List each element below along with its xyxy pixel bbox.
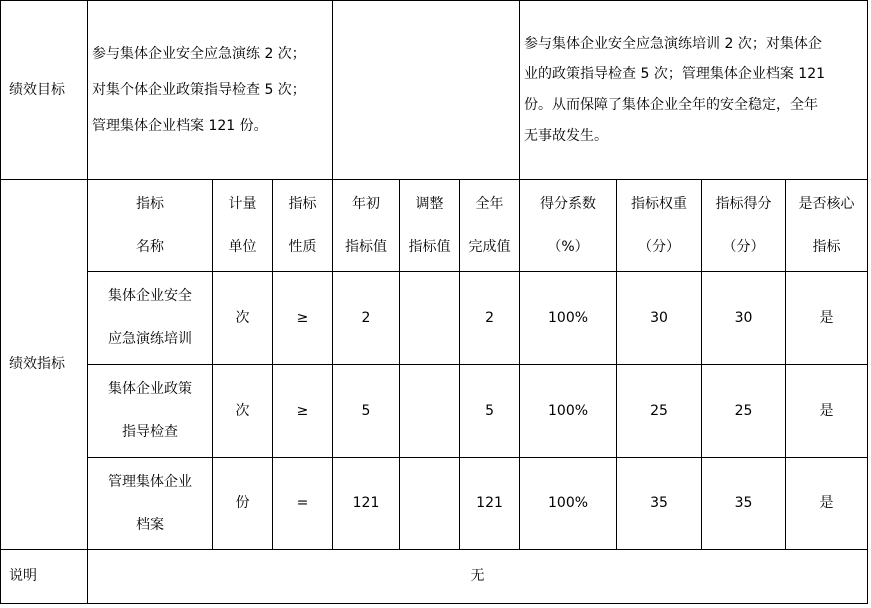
unit-cell: 份 — [213, 458, 273, 550]
goal-planned — [88, 1, 333, 180]
indicator-name-cell — [88, 458, 213, 550]
goal-actual-line: 无事故发生。 — [524, 127, 609, 144]
goal-row — [1, 1, 868, 180]
table-row — [1, 365, 868, 458]
goal-planned-line: 管理集体企业档案 121 份。 — [92, 118, 268, 134]
header-line: 完成值 — [468, 238, 511, 255]
initial-value-cell: 5 — [333, 365, 400, 458]
header-score — [702, 180, 786, 272]
indicator-name-line: 指导检查 — [122, 424, 178, 440]
header-line: 是否核心 — [798, 195, 855, 212]
header-unit — [213, 180, 273, 272]
header-line: 指标 — [812, 238, 841, 255]
initial-value-cell: 2 — [333, 272, 400, 365]
completed-value-cell: 5 — [460, 365, 520, 458]
header-line: 年初 — [352, 195, 381, 212]
header-indicator-name — [88, 180, 213, 272]
header-line: 得分系数 — [540, 195, 597, 212]
coefficient-cell: 100% — [520, 458, 617, 550]
header-line: 性质 — [288, 238, 317, 255]
header-line: 指标 — [288, 195, 317, 212]
note-row — [1, 550, 868, 604]
header-line: 计量 — [228, 195, 257, 212]
table-row — [1, 272, 868, 365]
goal-actual — [520, 1, 868, 180]
completed-value-cell: 2 — [460, 272, 520, 365]
coefficient-cell: 100% — [520, 272, 617, 365]
indicators-label: 绩效指标 — [1, 180, 88, 550]
note-label: 说明 — [1, 550, 88, 604]
core-cell: 是 — [786, 458, 868, 550]
header-line: 指标 — [136, 195, 164, 212]
goal-actual-line: 份。从而保障了集体企业全年的安全稳定，全年 — [524, 97, 819, 113]
weight-cell: 25 — [617, 365, 702, 458]
header-line: 名称 — [136, 238, 164, 255]
header-line: 指标值 — [345, 238, 388, 255]
completed-value-cell: 121 — [460, 458, 520, 550]
indicator-name-cell — [88, 272, 213, 365]
header-line: （%） — [547, 238, 589, 255]
score-cell: 30 — [702, 272, 786, 365]
indicator-name-line: 档案 — [136, 516, 164, 533]
indicator-name-line: 应急演练培训 — [108, 331, 192, 347]
header-line: 指标权重 — [631, 195, 688, 212]
adjusted-value-cell — [400, 365, 460, 458]
header-line: 全年 — [475, 195, 504, 212]
indicator-header-row — [1, 180, 868, 272]
indicator-name-line: 集体企业安全 — [108, 288, 192, 304]
header-line: 指标得分 — [715, 195, 772, 212]
nature-cell: ≥ — [273, 365, 333, 458]
unit-cell: 次 — [213, 365, 273, 458]
indicator-name-cell — [88, 365, 213, 458]
header-score-coefficient — [520, 180, 617, 272]
goal-middle — [333, 1, 520, 180]
score-cell: 35 — [702, 458, 786, 550]
table-row — [1, 458, 868, 550]
note-value: 无 — [88, 550, 868, 604]
header-line: （分） — [722, 238, 765, 255]
weight-cell: 30 — [617, 272, 702, 365]
goal-planned-line: 参与集体企业安全应急演练 2 次； — [92, 46, 306, 62]
adjusted-value-cell — [400, 458, 460, 550]
header-adjusted-value — [400, 180, 460, 272]
header-line: 调整 — [415, 195, 444, 212]
goal-label: 绩效目标 — [1, 1, 88, 180]
nature-cell: = — [273, 458, 333, 550]
coefficient-cell: 100% — [520, 365, 617, 458]
nature-cell: ≥ — [273, 272, 333, 365]
goal-planned-line: 对集个体企业政策指导检查 5 次； — [92, 82, 306, 98]
indicator-name-line: 管理集体企业 — [108, 473, 192, 490]
unit-cell: 次 — [213, 272, 273, 365]
score-cell: 25 — [702, 365, 786, 458]
header-weight — [617, 180, 702, 272]
header-line: （分） — [638, 238, 681, 255]
weight-cell: 35 — [617, 458, 702, 550]
core-cell: 是 — [786, 272, 868, 365]
header-completed-value — [460, 180, 520, 272]
header-line: 指标值 — [408, 238, 451, 255]
indicator-name-line: 集体企业政策 — [108, 381, 192, 397]
goal-actual-line: 业的政策指导检查 5 次；管理集体企业档案 121 — [524, 66, 826, 83]
initial-value-cell: 121 — [333, 458, 400, 550]
header-line: 单位 — [228, 238, 257, 255]
header-core — [786, 180, 868, 272]
header-initial-value — [333, 180, 400, 272]
core-cell: 是 — [786, 365, 868, 458]
header-nature — [273, 180, 333, 272]
goal-actual-line: 参与集体企业安全应急演练培训 2 次；对集体企 — [524, 35, 822, 52]
adjusted-value-cell — [400, 272, 460, 365]
